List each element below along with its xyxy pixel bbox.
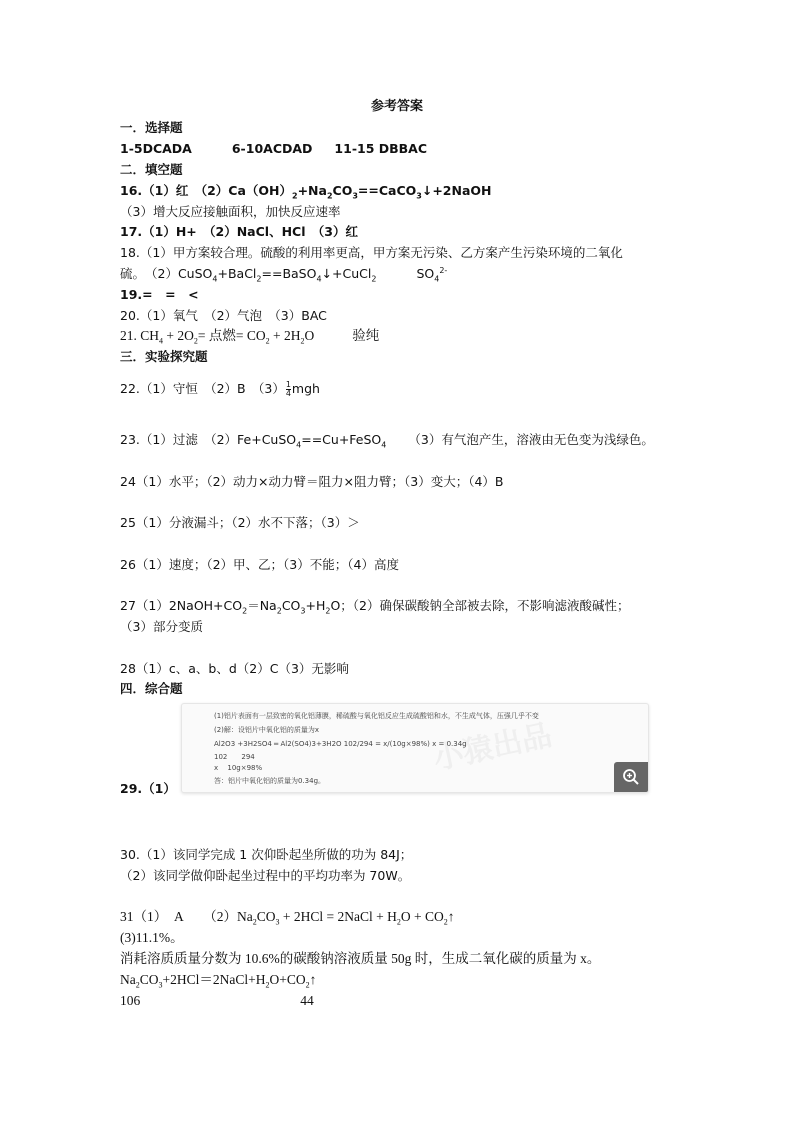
answer-q25: 25（1）分液漏斗；（2）水不下落；（3）＞ [120,515,360,530]
image-text-line: (2)解：设铝片中氧化铝的质量为x [214,726,320,734]
q21-part: + 2H [269,328,301,343]
q27-part: O；（2）确保碳酸钠全部被去除，不影响滤液酸碱性； [330,598,630,613]
q31-eq-part: Na [120,972,136,987]
answer-q22 [120,381,320,398]
q16-part: ==CaCO [357,183,417,198]
q31-eq-part: O+CO [269,972,306,987]
q16-part: ↓+2NaOH [421,183,492,198]
image-text-line: Al2O3 +3H2SO4 ═ Al2(SO4)3+3H2O 102/294 = x/(10g×98%) x = 0.34g [214,740,467,748]
q16-sub: 2 [326,191,333,201]
zoom-in-button[interactable] [614,762,648,792]
answer-q27-line1: $27(1)2NaOH+CO_2=Na_2CO_3+H_2O$；（2）确保碳酸钠全部被去除，不影响滤液酸碱性； [120,598,630,616]
q16-part: 16.（1）红 （2）Ca（OH） [120,183,292,198]
answer-q31-mass-row [120,993,314,1009]
q21-part: + 2O [163,328,194,343]
answer-line-choice [120,141,427,157]
q16-sub: 2 [292,191,298,201]
q18-sup: 2- [439,265,448,275]
mc-answers-11-15: 11-15 DBBAC [334,141,428,156]
mc-answers-6-10: 6-10ACDAD [231,141,313,156]
section-heading-fill: 二．填空题 [120,162,183,177]
image-text-line: 答：铝片中氧化铝的质量为0.34g。 [214,777,326,785]
q21-part: = 点燃= CO [197,328,266,343]
answer-q18-line1: 18.（1）甲方案较合理。硫酸的利用率更高，甲方案无污染、乙方案产生污染环境的二氧化 [120,245,623,260]
q22-part: 22.（1）守恒 （2）B （3） [120,381,285,396]
section-heading-choice: 一．选择题 [120,120,183,135]
q31-eq-part: ↑ [309,972,317,987]
answer-q19: 19.= = < [120,287,199,302]
q18-part: 硫。 （2）CuSO [120,266,213,281]
section-heading-experiment: 三．实验探究题 [120,349,208,364]
q18-part: ↓+CuCl [321,266,372,281]
answer-q18-line2: 硫。 （2）CuSO$_4$+BaCl$_2$==BaSO$_4$↓+CuCl$_2$ $SO_4^{2-}$ [120,265,448,284]
q31-part: 31（1） A （2）Na [120,909,253,924]
q18-part: SO [416,266,435,281]
answer-q27-line2: （3）部分变质 [120,619,203,634]
q22-part: mgh [291,381,320,396]
q31-part: CO [256,909,276,924]
q18-part: +BaCl [217,266,257,281]
q21-part: 21. CH [120,328,160,343]
answer-q16: 16.（1）红 $(2)Ca(OH)_2+Na_2CO_3==CaCO_3↓+2NaOH$ [120,183,492,201]
answer-q26: 26（1）速度；（2）甲、乙；（3）不能；（4）高度 [120,557,399,572]
q31-part: O + CO [400,909,444,924]
q23-part: 23.（1）过滤 （2）Fe+CuSO [120,432,297,447]
answer-q31-line2: (3)11.1%。 [120,930,184,945]
q31-eq-part: CO [139,972,159,987]
q31-eq-part: +2HCl＝2NaCl+H [162,972,266,987]
fraction-denominator: 4 [285,389,291,398]
answer-q31-equation: $Na_2CO_3+2HCl=2NaCl+H_2O+CO_2↑$ [120,972,317,990]
answer-q31-line1: 31（1） A $(2)Na_2CO_3 + 2HCl$ = 2NaCl + $H_2O$ + $CO_2↑$ [120,909,455,927]
answer-q30-line1: 30.（1）该同学完成 1 次仰卧起坐所做的功为 84J； [120,847,413,862]
answer-q21: 21. $CH_4 + 2O_2=$ 点燃= $CO_2 + 2H_2O$ 验纯 [120,328,380,346]
mc-answers-1-5: 1-5DCADA [120,141,192,156]
q27-part: +H [305,598,326,613]
section-heading-comprehensive: 四．综合题 [120,681,183,696]
page-title: 参考答案 [370,99,423,114]
answer-q20: 20.（1）氧气 （2）气泡 （3）BAC [120,308,327,323]
q23-part: ==Cu+FeSO [301,432,382,447]
molar-mass-co2: 44 [300,993,314,1008]
molar-mass-na2co3: 106 [120,993,141,1008]
q18-part: ==BaSO [261,266,317,281]
image-text-line: 102 294 [214,753,255,761]
answer-q30-line2: （2）该同学做仰卧起坐过程中的平均功率为 70W。 [120,868,411,883]
answer-q29: 29.（1） [120,781,176,796]
q21-part: 验纯 [352,328,380,343]
q23-part: （3）有气泡产生，溶液由无色变为浅绿色。 [408,432,654,447]
q31-part: + 2HCl = 2NaCl + H [279,909,397,924]
fraction-numerator: 1 [285,380,291,389]
image-text-line: (1)铝片表面有一层致密的氧化铝薄膜，稀硫酸与氧化铝反应生成硫酸铝和水，不生成气体，压强几乎不变 [214,712,539,720]
watermark: 小猿出品 [430,717,556,778]
q16-part: CO [332,183,353,198]
q21-part: O [304,328,315,343]
answer-q23: 23.（1）过滤 （2）Fe+CuSO$_4$==Cu+FeSO$_4$ （3）有气泡产生，溶液由无色变为浅绿色。 [120,432,654,450]
q27-part: 27（1）2NaOH+CO [120,598,243,613]
answer-q24: 24（1）水平；（2）动力×动力臂＝阻力×阻力臂；（3）变大；（4）B [120,474,504,489]
fraction-one-quarter [286,381,291,398]
q27-part: ＝Na [247,598,277,613]
image-text-line: x 10g×98% [214,764,263,772]
answer-q17: 17.（1）H+ （2）NaCl、HCl （3）红 [120,224,358,239]
answer-q16-line2: （3）增大反应接触面积，加快反应速率 [120,204,341,219]
embedded-answer-image[interactable] [181,703,649,793]
q27-part: CO [281,598,301,613]
answer-q31-line3: 消耗溶质质量分数为 10.6%的碳酸钠溶液质量 50g 时，生成二氧化碳的质量为 x。 [120,951,601,966]
zoom-in-icon [622,768,640,786]
q31-part: ↑ [447,909,455,924]
q16-part: +Na [297,183,327,198]
answer-q28: 28（1）c、a、b、d（2）C（3）无影响 [120,661,349,676]
